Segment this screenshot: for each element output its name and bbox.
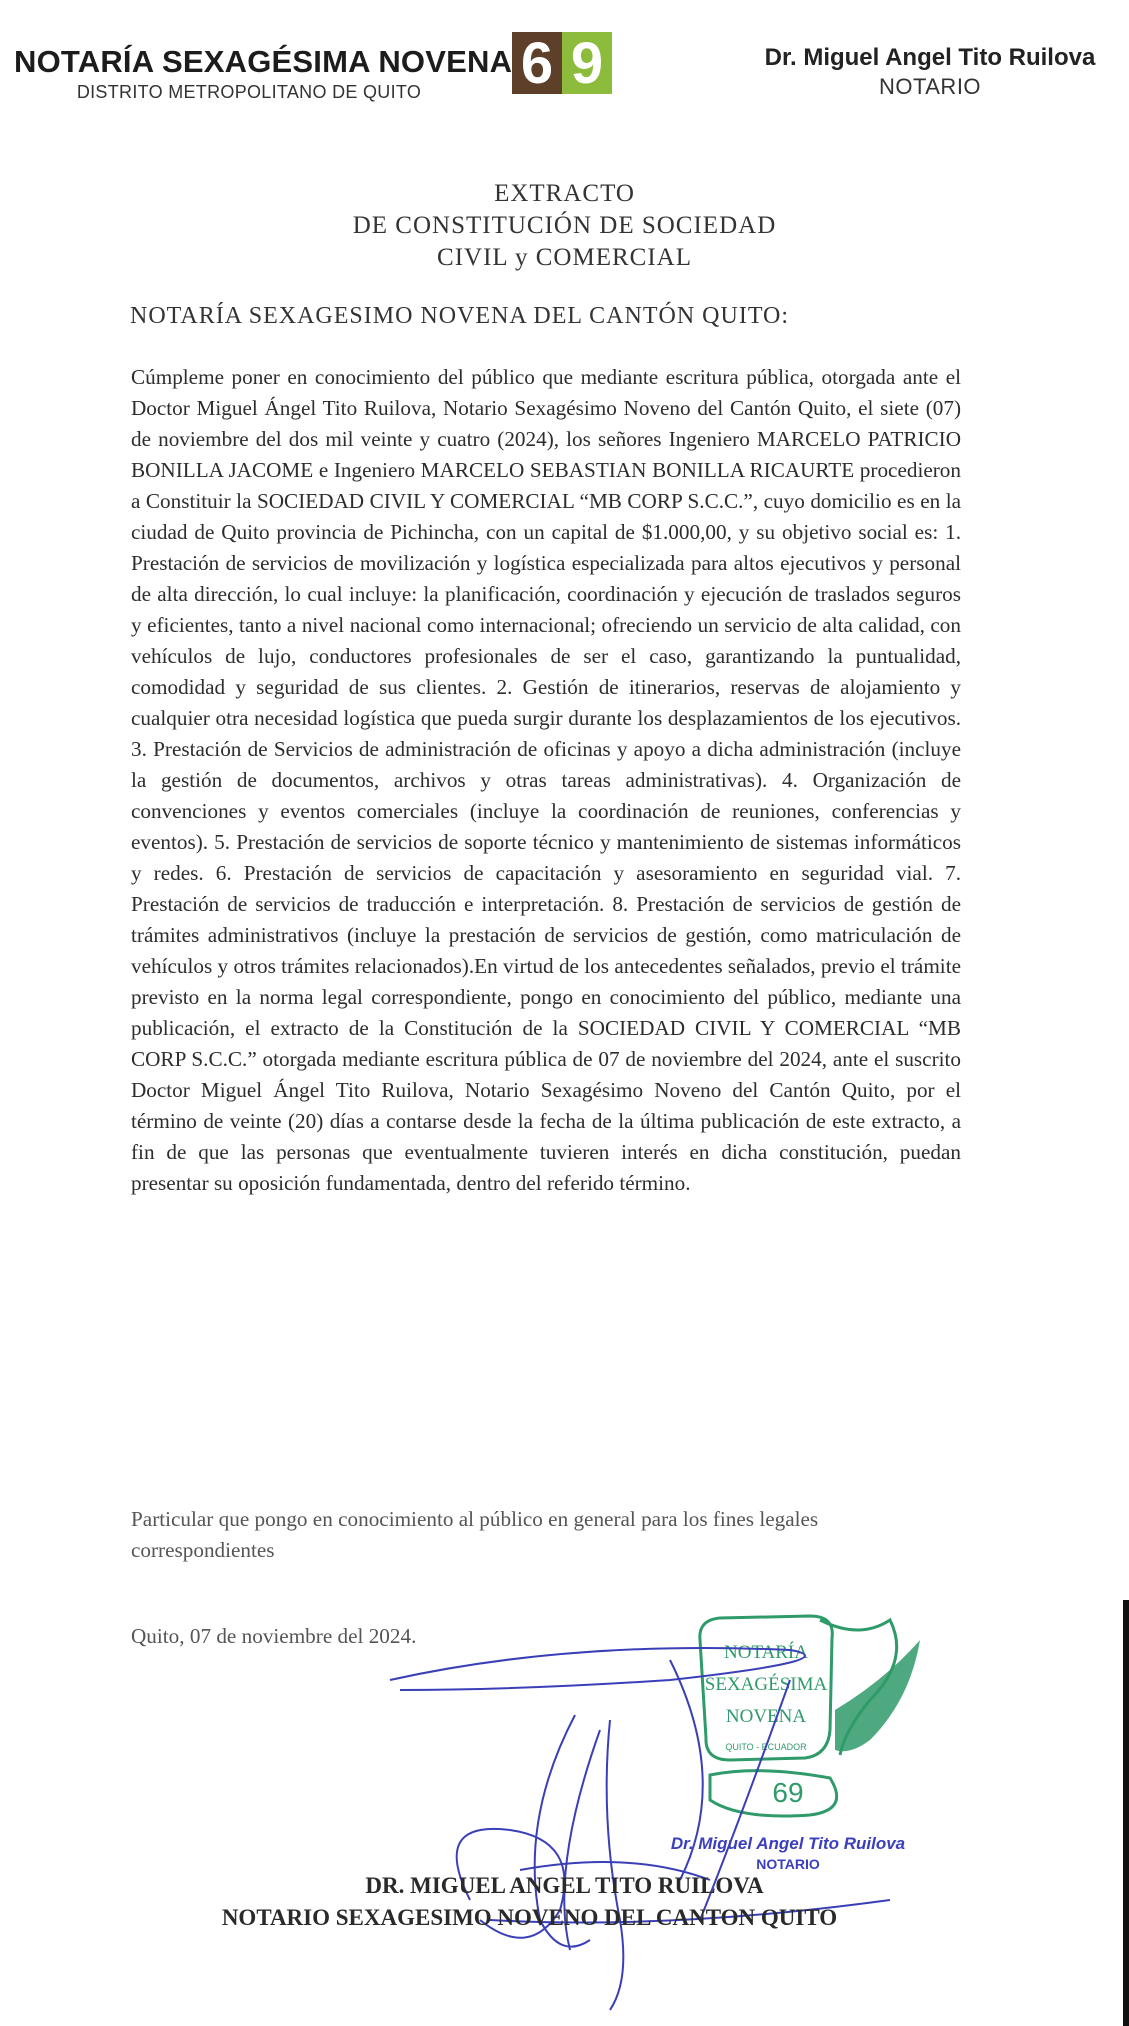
document-body bbox=[131, 362, 961, 1199]
signatory-block bbox=[0, 1870, 1129, 1934]
scan-edge bbox=[1123, 1600, 1129, 2026]
document-title bbox=[200, 178, 929, 274]
seal-number: 69 bbox=[772, 1777, 804, 1808]
document-subtitle: NOTARÍA SEXAGESIMO NOVENA DEL CANTÓN QUITO: bbox=[130, 303, 790, 329]
seal-line-2: SEXAGÉSIMA bbox=[704, 1674, 828, 1695]
seal-city: QUITO - ECUADOR bbox=[725, 1742, 807, 1752]
place-date: Quito, 07 de noviembre del 2024. bbox=[131, 1624, 417, 1648]
signatory-name: DR. MIGUEL ANGEL TITO RUILOVA bbox=[365, 1873, 764, 1898]
header-notary-block bbox=[14, 44, 513, 103]
seal-line-3: NOVENA bbox=[725, 1706, 807, 1727]
notary-name: NOTARÍA SEXAGÉSIMA NOVENA bbox=[14, 44, 513, 79]
notary-69-logo bbox=[512, 32, 612, 94]
header-notary-person bbox=[740, 44, 1120, 100]
logo-digit-9: 9 bbox=[562, 32, 612, 94]
signatory-title: NOTARIO SEXAGESIMO NOVENO DEL CANTON QUITO bbox=[221, 1905, 838, 1930]
seal-line-1: NOTARÍA bbox=[724, 1642, 808, 1663]
closing-paragraph: Particular que pongo en conocimiento al público en general para los fines legales correspondientes bbox=[131, 1507, 819, 1562]
title-line-2: DE CONSTITUCIÓN DE SOCIEDAD bbox=[352, 212, 777, 239]
body-paragraph: Cúmpleme poner en conocimiento del público que mediante escritura pública, otorgada ante el Doctor Miguel Ángel Tito Ruilova, Notario Sexagésimo Noveno del Cantón Quito, el siete (07) de noviembre del dos mil veinte y cuatro (2024), los señores Ingeniero MARCELO PATRICIO BONILLA JACOME e Ingeniero MARCELO SEBASTIAN BONILLA RICAURTE procedieron a Constituir la SOCIEDAD CIVIL Y COMERCIAL “MB CORP S.C.C.”, cuyo domicilio es en la ciudad de Quito provincia de Pichincha, con un capital de $1.000,00, y su objetivo social es: 1. Prestación de servicios de movilización y logística especializada para altos ejecutivos y personal de alta dirección, lo cual incluye: la planificación, coordinación y ejecución de traslados seguros y eficientes, tanto a nivel nacional como internacional; ofreciendo un servicio de alta calidad, con vehículos de lujo, conductores profesionales de ser el caso, garantizando la puntualidad, comodidad y seguridad de sus clientes. 2. Gestión de itinerarios, reservas de alojamiento y cualquier otra necesidad logística que pueda surgir durante los desplazamientos de los ejecutivos. 3. Prestación de Servicios de administración de oficinas y apoyo a dicha administración (incluye la gestión de documentos, archivos y otras tareas administrativas). 4. Organización de convenciones y eventos comerciales (incluye la coordinación de reuniones, conferencias y eventos). 5. Prestación de servicios de soporte técnico y mantenimiento de sistemas informáticos y redes. 6. Prestación de servicios de capacitación y asesoramiento en seguridad vial. 7. Prestación de servicios de traducción e interpretación. 8. Prestación de servicios de gestión de trámites administrativos (incluye la prestación de servicios de gestión, como matriculación de vehículos y otros trámites relacionados).En virtud de los antecedentes señalados, previo el trámite previsto en la norma legal correspondiente, pongo en conocimiento del público, mediante una publicación, el extracto de la Constitución de la SOCIEDAD CIVIL Y COMERCIAL “MB CORP S.C.C.” otorgada mediante escritura pública de 07 de noviembre del 2024, ante el suscrito Doctor Miguel Ángel Tito Ruilova, Notario Sexagésimo Noveno del Cantón Quito, por el término de veinte (20) días a contarse desde la fecha de la última publicación de este extracto, a fin de que las personas que eventualmente tuvieren interés en dicha constitución, puedan presentar su oposición fundamentada, dentro del referido término. bbox=[131, 365, 961, 1195]
notary-person-role: NOTARIO bbox=[878, 74, 982, 99]
seal-stamp-role: NOTARIO bbox=[756, 1856, 820, 1872]
title-line-1: EXTRACTO bbox=[494, 180, 635, 207]
notary-person-name: Dr. Miguel Angel Tito Ruilova bbox=[764, 44, 1096, 71]
logo-digit-6: 6 bbox=[512, 32, 562, 94]
handwritten-signature bbox=[370, 1620, 930, 2020]
district-label: DISTRITO METROPOLITANO DE QUITO bbox=[76, 82, 422, 102]
title-line-3: CIVIL y COMERCIAL bbox=[437, 244, 692, 271]
seal-stamp-name: Dr. Miguel Angel Tito Ruilova bbox=[670, 1834, 906, 1853]
